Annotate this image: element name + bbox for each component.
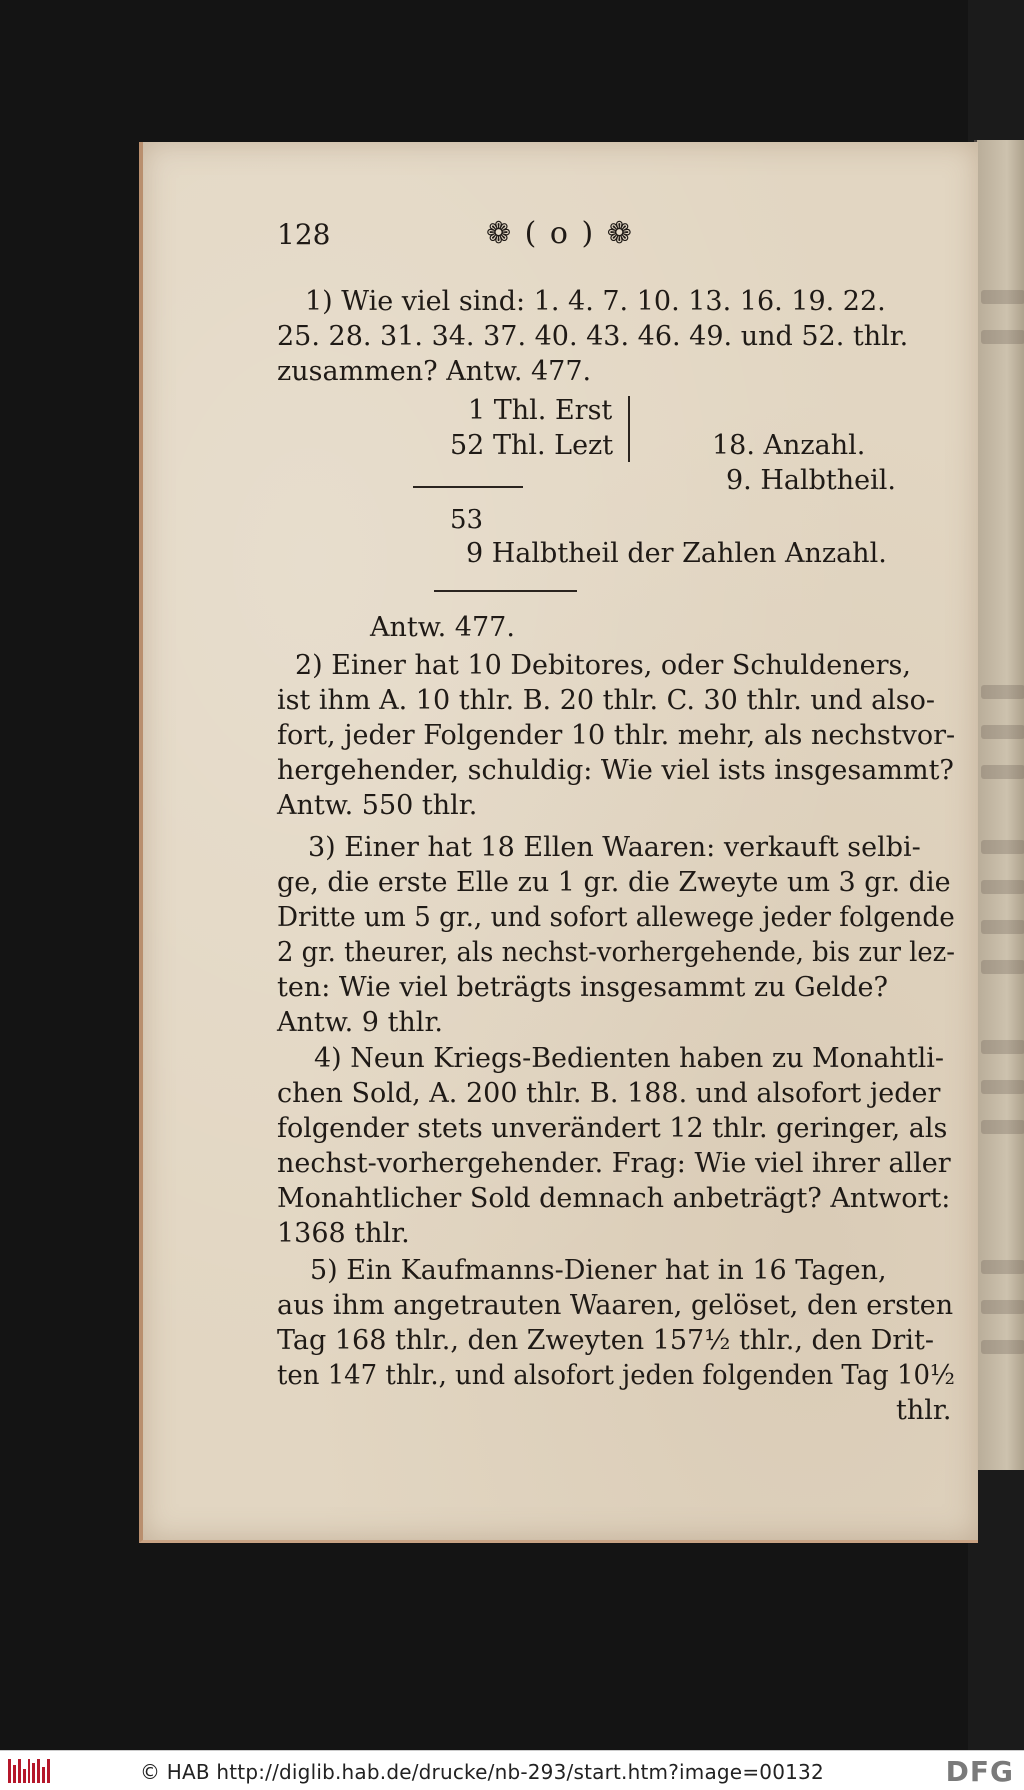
calc-half: 9. Halbtheil. xyxy=(726,465,896,496)
hab-logo-icon xyxy=(8,1759,50,1783)
copyright-link[interactable]: © HAB http://diglib.hab.de/drucke/nb-293/start.htm?image=00132 xyxy=(140,1760,824,1784)
text-line: 25. 28. 31. 34. 37. 40. 43. 46. 49. und 52. thlr. xyxy=(277,321,909,352)
text-line: Antw. 9 thlr. xyxy=(277,1007,443,1038)
text-line: ge, die erste Elle zu 1 gr. die Zweyte um 3 gr. die xyxy=(277,867,951,898)
text-line: 5) Ein Kaufmanns-Diener hat in 16 Tagen, xyxy=(310,1255,887,1286)
page-number: 128 xyxy=(277,218,331,251)
text-line: Monahtlicher Sold demnach anbeträgt? Antwort: xyxy=(277,1183,951,1214)
text-line: ten: Wie viel beträgts insgesammt zu Gelde? xyxy=(277,972,888,1003)
text-line: 3) Einer hat 18 Ellen Waaren: verkauft selbi- xyxy=(308,832,921,863)
text-line: Tag 168 thlr., den Zweyten 157½ thlr., den Drit- xyxy=(277,1325,934,1356)
text-line: Dritte um 5 gr., und sofort allewege jeder folgende xyxy=(277,902,955,933)
calc-rule-2 xyxy=(434,590,577,592)
text-line: 4) Neun Kriegs-Bedienten haben zu Monahtli- xyxy=(314,1043,945,1074)
text-line: fort, jeder Folgender 10 thlr. mehr, als nechstvor- xyxy=(277,720,956,751)
text-line: 1368 thlr. xyxy=(277,1218,410,1249)
text-line: 1) Wie viel sind: 1. 4. 7. 10. 13. 16. 19. 22. xyxy=(305,286,886,317)
calc-count: 18. Anzahl. xyxy=(712,430,866,461)
text-line: Antw. 550 thlr. xyxy=(277,790,478,821)
header-ornament: ❁ ( o ) ❁ xyxy=(486,216,634,251)
calc-brace xyxy=(628,396,630,462)
text-line: 2 gr. theurer, als nechst-vorhergehende, bis zur lez- xyxy=(277,937,955,968)
text-line: aus ihm angetrauten Waaren, gelöset, den ersten xyxy=(277,1290,954,1321)
calc-rule xyxy=(413,486,523,488)
calc-last-term: 52 Thl. Lezt xyxy=(450,430,614,461)
calc-answer: Antw. 477. xyxy=(370,612,515,643)
text-line: chen Sold, A. 200 thlr. B. 188. und alsofort jeder xyxy=(277,1078,941,1109)
text-line: hergehender, schuldig: Wie viel ists insgesammt? xyxy=(277,755,954,786)
text-line: ist ihm A. 10 thlr. B. 20 thlr. C. 30 thlr. und also- xyxy=(277,685,936,716)
text-line: ten 147 thlr., und alsofort jeden folgenden Tag 10½ xyxy=(277,1360,956,1391)
adjacent-page-edge xyxy=(974,140,1024,1470)
text-line: nechst-vorhergehender. Frag: Wie viel ihrer aller xyxy=(277,1148,951,1179)
text-line: 2) Einer hat 10 Debitores, oder Schuldeners, xyxy=(295,650,911,681)
calc-note: 9 Halbtheil der Zahlen Anzahl. xyxy=(466,538,887,569)
text-line: zusammen? Antw. 477. xyxy=(277,356,592,387)
text-line: thlr. xyxy=(896,1395,952,1426)
dfg-logo: DFG xyxy=(945,1755,1014,1788)
text-line: folgender stets unverändert 12 thlr. geringer, als xyxy=(277,1113,948,1144)
calc-sum: 53 xyxy=(450,505,484,535)
calc-first-term: 1 Thl. Erst xyxy=(468,395,613,426)
viewer-footer xyxy=(0,1750,1024,1790)
